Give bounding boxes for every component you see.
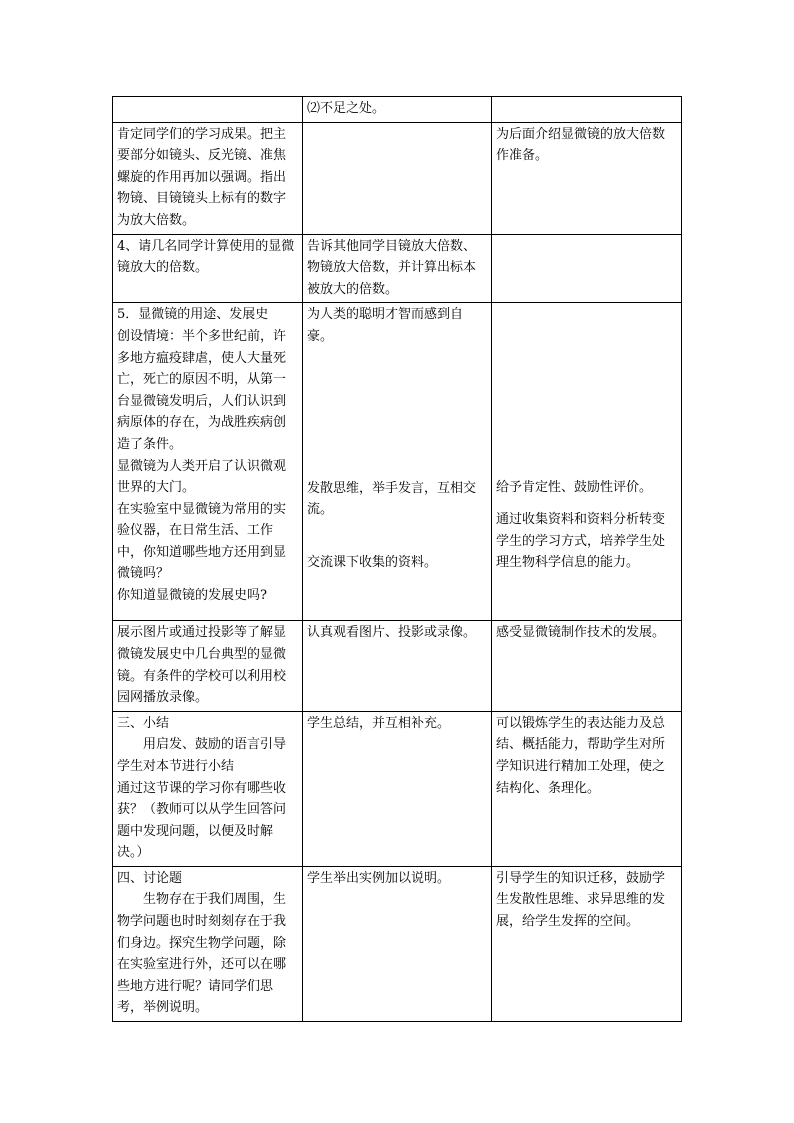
table-row — [113, 866, 682, 1021]
cell-text: 感受显微镜制作技术的发展。 — [496, 625, 666, 641]
lesson-plan-table — [112, 96, 682, 1022]
cell-text: 学生总结，并互相补充。 — [307, 715, 451, 731]
section-heading: 三、小结 — [117, 715, 170, 731]
teacher-activity-cell — [113, 234, 303, 303]
table-row — [113, 621, 682, 711]
cell-text: 5．显微镜的用途、发展史 — [117, 307, 269, 323]
cell-text: 创设情境：半个多世纪前，许多地方瘟疫肆虐，使人大量死亡，死亡的原因不明，从第一台显微镜发明后，人们认识到病原体的存在，为战胜疾病创造了条件。 — [117, 328, 287, 452]
student-activity-cell — [303, 621, 492, 711]
student-activity-cell — [303, 122, 492, 234]
cell-text: 交流课下收集的资料。 — [307, 554, 438, 570]
cell-text: 用启发、鼓励的语言引导学生对本节进行小结 — [117, 737, 287, 774]
design-intent-cell — [492, 866, 682, 1021]
design-intent-cell — [492, 621, 682, 711]
design-intent-cell — [492, 234, 682, 303]
cell-text: 引导学生的知识迁移，鼓励学生发散性思维、求异思维的发展，给学生发挥的空间。 — [496, 870, 666, 930]
teacher-activity-cell — [113, 621, 303, 711]
cell-text: ⑵不足之处。 — [307, 101, 386, 116]
student-activity-cell — [303, 866, 492, 1021]
cell-text: 通过收集资料和资料分析转变学生的学习方式，培养学生处理生物科学信息的能力。 — [496, 511, 666, 571]
teacher-activity-cell — [113, 711, 303, 866]
cell-text: 在实验室中显微镜为常用的实验仪器，在日常生活、工作中，你知道哪些地方还用到显微镜吗？ — [117, 501, 287, 582]
cell-text: 通过这节课的学习你有哪些收获？（教师可以从学生回答问题中发现问题，以便及时解决。） — [117, 780, 287, 861]
cell-text: 4、请几名同学计算使用的显微镜放大的倍数。 — [117, 238, 295, 276]
cell-text: 可以锻炼学生的表达能力及总结、概括能力，帮助学生对所学知识进行精加工处理，使之结构化、条理化。 — [496, 715, 666, 796]
student-activity-cell — [303, 234, 492, 303]
cell-text: 告诉其他同学目镜放大倍数、物镜放大倍数，并计算出标本被放大的倍数。 — [307, 238, 477, 297]
cell-text: 学生举出实例加以说明。 — [307, 870, 451, 886]
design-intent-cell — [492, 303, 682, 621]
section-heading: 四、讨论题 — [117, 870, 183, 886]
teacher-activity-cell — [113, 866, 303, 1021]
table-row — [113, 122, 682, 234]
cell-text: 生物存在于我们周围，生物学问题也时时刻刻存在于我们身边。探究生物学问题，除在实验室进行外，还可以在哪些地方进行呢？请同学们思考，举例说明。 — [117, 892, 287, 1016]
cell-text: 给予肯定性、鼓励性评价。 — [496, 480, 653, 496]
design-intent-cell — [492, 711, 682, 866]
teacher-activity-cell — [113, 97, 303, 123]
student-activity-cell — [303, 711, 492, 866]
cell-text: 显微镜为人类开启了认识微观世界的大门。 — [117, 458, 287, 496]
cell-text: 展示图片或通过投影等了解显微镜发展史中几台典型的显微镜。有条件的学校可以利用校园网播放录像。 — [117, 625, 287, 706]
cell-text: 认真观看图片、投影或录像。 — [307, 625, 477, 641]
cell-text: 发散思维，举手发言，互相交流。 — [307, 480, 477, 518]
table-row — [113, 303, 682, 621]
design-intent-cell — [492, 122, 682, 234]
cell-text: 为人类的聪明才智而感到自豪。 — [307, 307, 464, 344]
teacher-activity-cell — [113, 303, 303, 621]
student-activity-cell — [303, 303, 492, 621]
cell-text: 肯定同学们的学习成果。把主要部分如镜头、反光镜、准焦螺旋的作用再加以强调。指出物镜、目镜镜头上标有的数字为放大倍数。 — [117, 126, 287, 228]
cell-text: 为后面介绍显微镜的放大倍数作准备。 — [496, 126, 666, 164]
cell-text: 你知道显微镜的发展史吗? — [117, 588, 267, 604]
teacher-activity-cell — [113, 122, 303, 234]
design-intent-cell — [492, 97, 682, 123]
table-row — [113, 97, 682, 123]
table-row — [113, 711, 682, 866]
table-row — [113, 234, 682, 303]
student-activity-cell — [303, 97, 492, 123]
